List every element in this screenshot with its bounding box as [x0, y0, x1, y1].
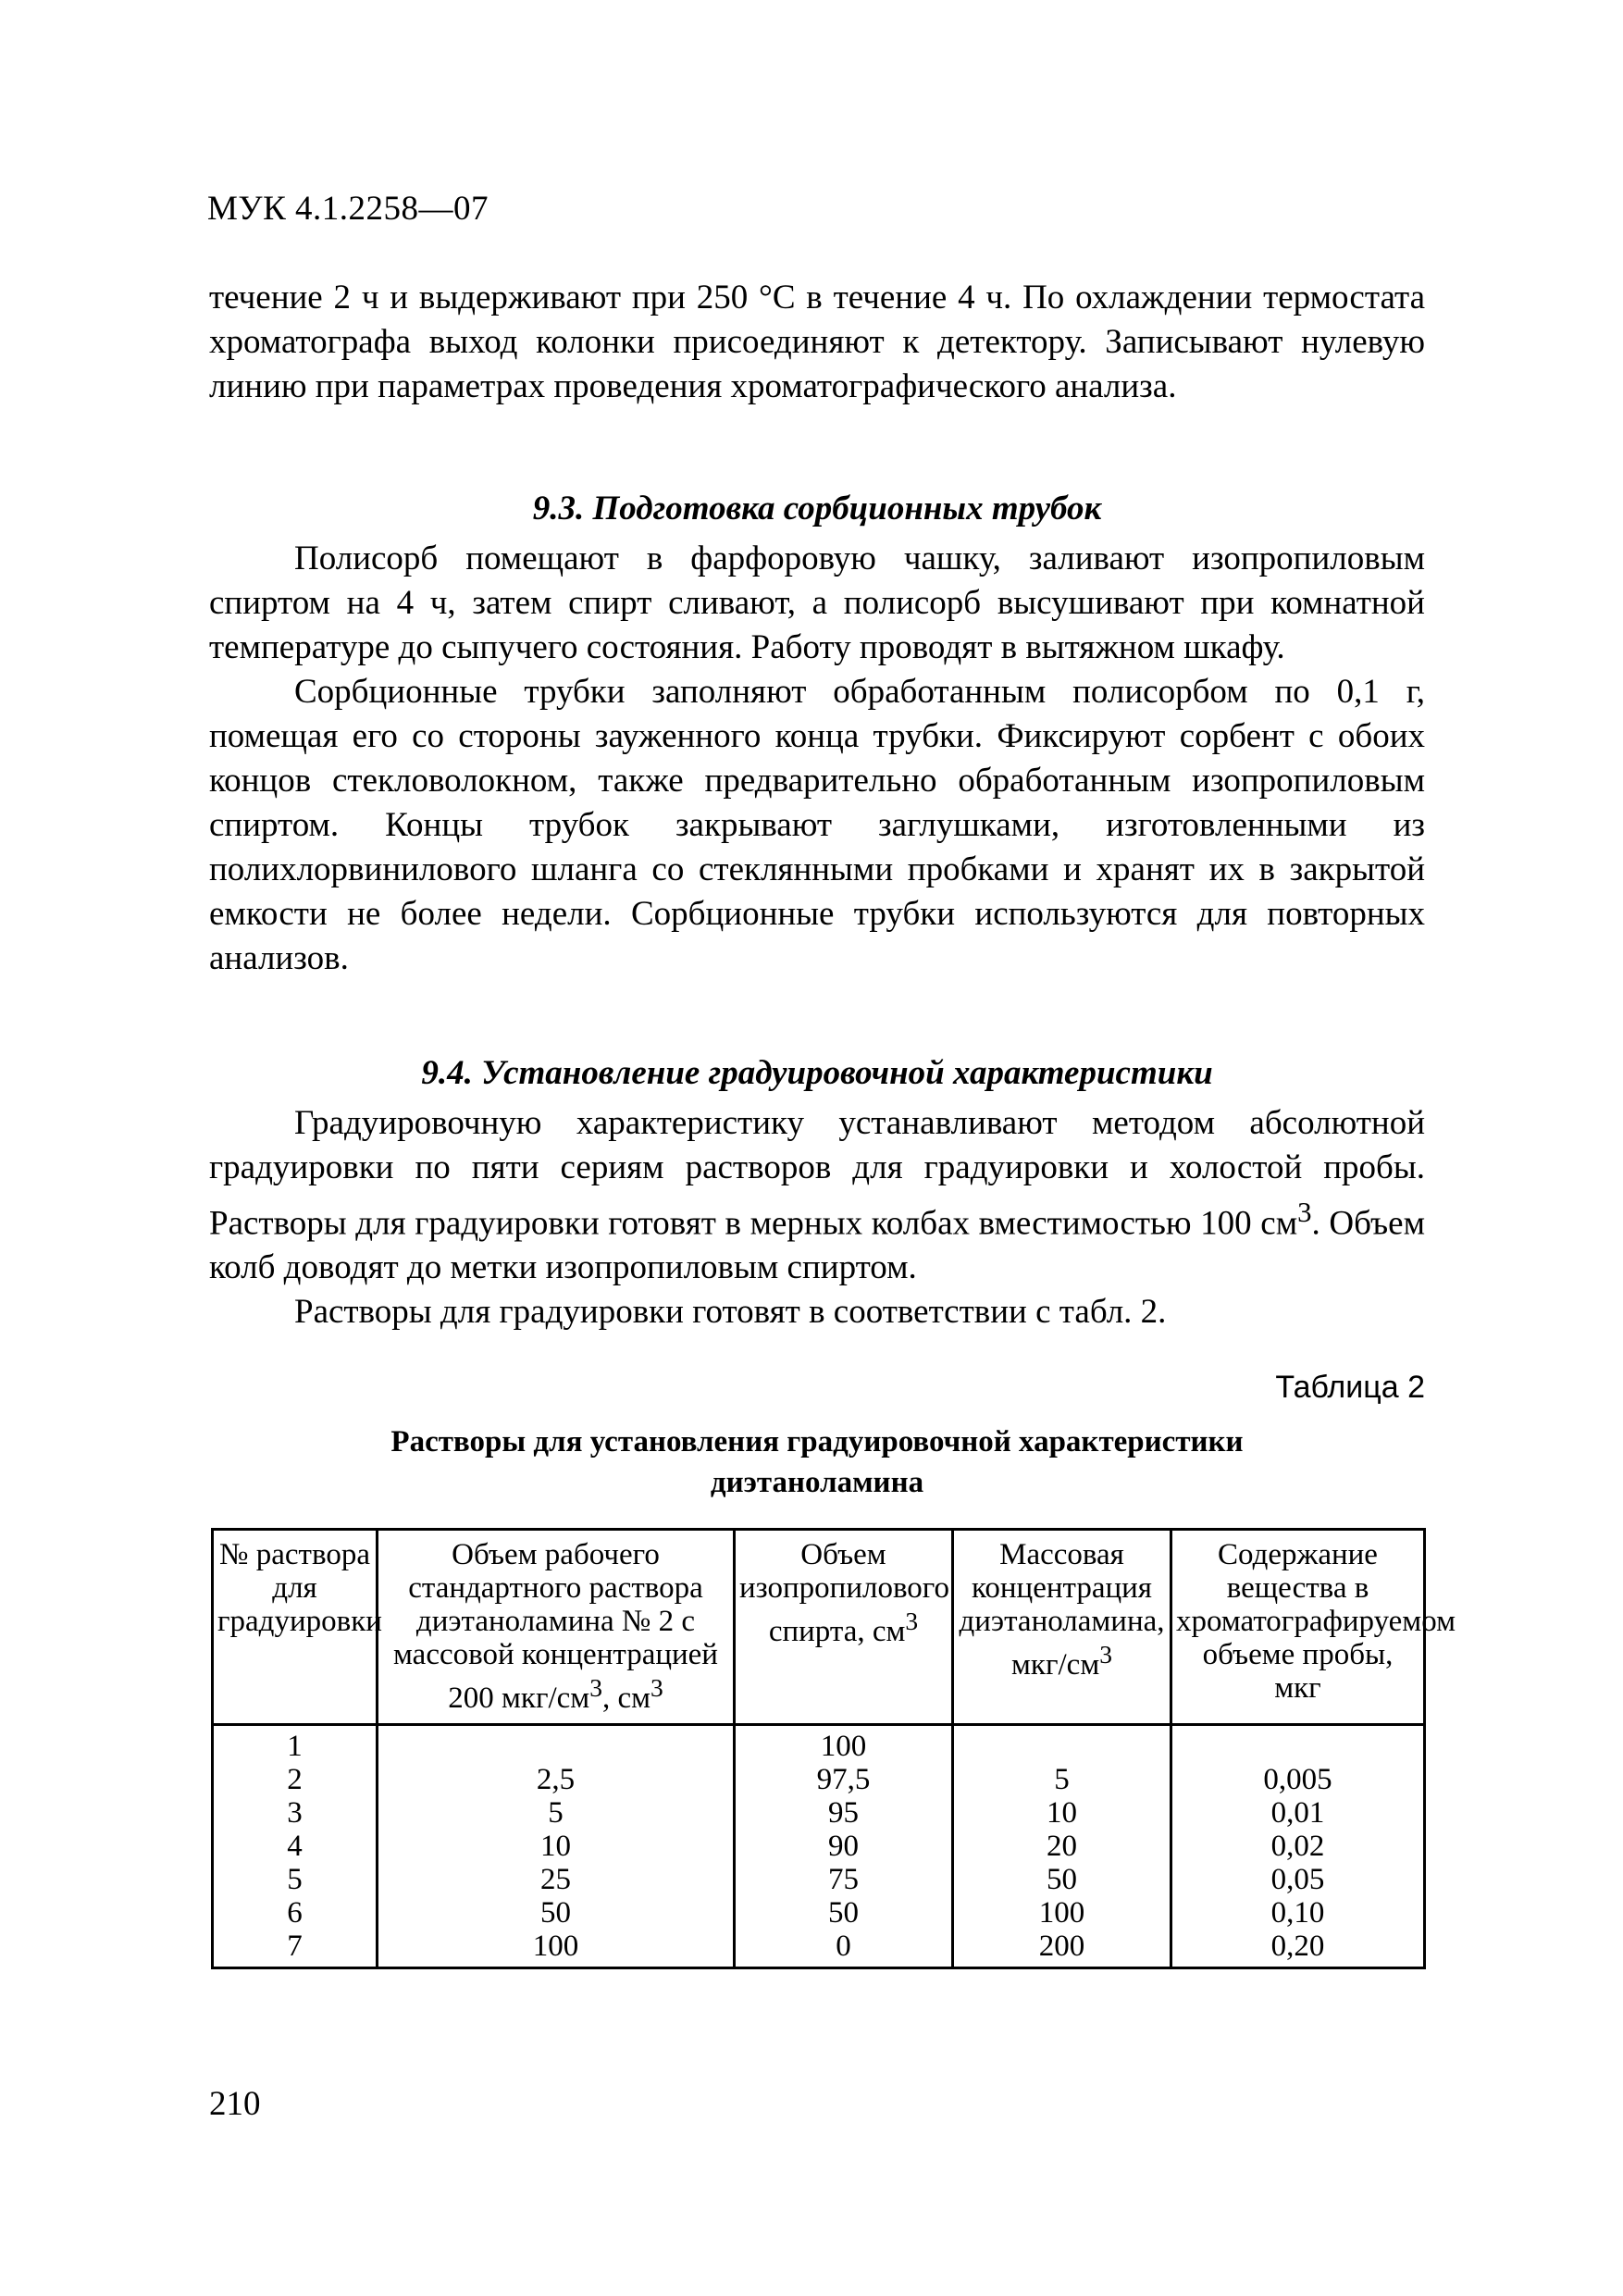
table-cell: 10 [953, 1796, 1171, 1830]
table-cell: 0,005 [1171, 1763, 1425, 1796]
table-cell [953, 1725, 1171, 1764]
column-header: № раствора для градуировки [213, 1530, 378, 1725]
superscript: 3 [589, 1673, 602, 1702]
table-cell: 50 [735, 1896, 953, 1930]
paragraph [209, 1101, 1425, 1290]
section-9-3 [209, 479, 1425, 981]
paragraph-text: . Объем колб доводят до метки изопропиловым спиртом. [209, 1204, 1426, 1287]
superscript: 3 [1099, 1640, 1112, 1669]
table-row [213, 1796, 1425, 1830]
column-header [953, 1530, 1171, 1725]
section-heading: 9.3. Подготовка сорбционных трубок [532, 490, 1102, 527]
table-cell: 6 [213, 1896, 378, 1930]
table-cell: 20 [953, 1830, 1171, 1863]
superscript: 3 [650, 1673, 663, 1702]
table-row [213, 1896, 1425, 1930]
table-cell: 0,10 [1171, 1896, 1425, 1930]
table-cell: 1 [213, 1725, 378, 1764]
column-header [735, 1530, 953, 1725]
column-header [378, 1530, 735, 1725]
table-cell [378, 1725, 735, 1764]
table-row [213, 1763, 1425, 1796]
table-cell [1171, 1725, 1425, 1764]
table-cell: 200 [953, 1930, 1171, 1968]
header-text: Объем изопропилового спирта, см [739, 1538, 950, 1648]
paragraph: Сорбционные трубки заполняют обработанным полисорбом по 0,1 г, помещая его со стороны зауженного конца трубки. Фиксируют сорбент с обоих концов стекловолокном, также предварительно обработанным изопропиловым спиртом. Концы трубок закрывают заглушками, изготовленными из полихлорвинилового шланга со стеклянными пробками и хранят их в закрытой емкости не более недели. Сорбционные трубки используются для повторных анализов. [209, 673, 1425, 977]
table-cell: 95 [735, 1796, 953, 1830]
column-header: Содержание вещества в хроматографируемом объеме пробы, мкг [1171, 1530, 1425, 1725]
table-row [213, 1863, 1425, 1896]
table-cell: 3 [213, 1796, 378, 1830]
table-cell: 50 [953, 1863, 1171, 1896]
paragraph: Растворы для градуировки готовят в соответствии с табл. 2. [294, 1293, 1167, 1332]
table-cell: 0,05 [1171, 1863, 1425, 1896]
table-title-line: диэтаноламина [710, 1466, 924, 1499]
table-cell: 7 [213, 1930, 378, 1968]
paragraph: Полисорб помещают в фарфоровую чашку, заливают изопропиловым спиртом на 4 ч, затем спирт сливают, а полисорб высушивают при комнатной температуре до сыпучего состояния. Работу проводят в вытяжном шкафу. [209, 540, 1425, 666]
page-number: 210 [209, 2085, 261, 2123]
document-code-header: МУК 4.1.2258—07 [207, 190, 489, 228]
table-cell: 0,01 [1171, 1796, 1425, 1830]
header-text: Массовая концентрация диэтаноламина, мкг/см [959, 1538, 1165, 1682]
table-label: Таблица 2 [1275, 1370, 1425, 1405]
table-cell: 100 [735, 1725, 953, 1764]
table-cell: 75 [735, 1863, 953, 1896]
table-cell: 2,5 [378, 1763, 735, 1796]
table-cell: 0 [735, 1930, 953, 1968]
paragraph: течение 2 ч и выдерживают при 250 °С в течение 4 ч. По охлаждении термостата хроматографа выход колонки присоединяют к детектору. Записывают нулевую линию при параметрах проведения хроматографического анализа. [209, 279, 1425, 405]
table-cell: 90 [735, 1830, 953, 1863]
table-header-row [213, 1530, 1425, 1725]
table-cell: 4 [213, 1830, 378, 1863]
table-row [213, 1930, 1425, 1968]
table-cell: 0,20 [1171, 1930, 1425, 1968]
table-cell: 100 [953, 1896, 1171, 1930]
table-cell: 2 [213, 1763, 378, 1796]
header-text: Объем рабочего стандартного раствора диэтаноламина № 2 с массовой концентрацией 200 мкг/см [393, 1538, 718, 1715]
table-row [213, 1725, 1425, 1764]
table-cell: 5 [213, 1863, 378, 1896]
header-text: , см [601, 1682, 650, 1715]
table-title [209, 1421, 1425, 1503]
section-9-4 [209, 1044, 1425, 1334]
table-cell: 10 [378, 1830, 735, 1863]
intro-text [209, 276, 1425, 409]
superscript: 3 [905, 1607, 919, 1635]
paragraph-text: Градуировочную характеристику устанавливают методом абсолютной градуировки по пяти сериям растворов для градуировки и холостой пробы. Растворы для градуировки готовят в мерных колбах вместимостью 100 см [209, 1104, 1425, 1243]
table-cell: 50 [378, 1896, 735, 1930]
solutions-table [211, 1528, 1456, 1969]
table-cell: 100 [378, 1930, 735, 1968]
superscript: 3 [1297, 1197, 1312, 1228]
table-title-line: Растворы для установления градуировочной характеристики [390, 1425, 1244, 1458]
table-cell: 0,02 [1171, 1830, 1425, 1863]
table-cell: 97,5 [735, 1763, 953, 1796]
table-cell: 5 [953, 1763, 1171, 1796]
section-heading: 9.4. Установление градуировочной характеристики [421, 1054, 1213, 1092]
table-cell: 25 [378, 1863, 735, 1896]
table-cell: 5 [378, 1796, 735, 1830]
table-row [213, 1830, 1425, 1863]
